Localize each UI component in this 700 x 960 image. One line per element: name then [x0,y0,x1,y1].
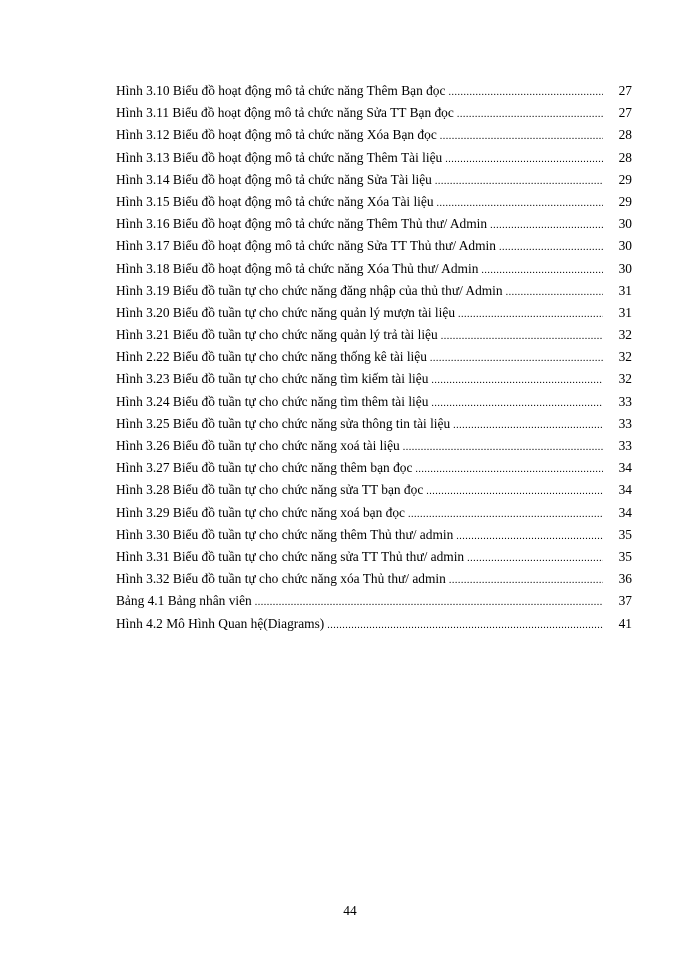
dot-leader [408,504,603,526]
toc-entry [116,169,636,191]
toc-entry-label: Hình 2.22 Biểu đồ tuần tự cho chức năng thống kê tài liệu [116,349,427,365]
toc-entry-page: 32 [618,349,632,365]
toc-entry-page: 33 [618,393,632,409]
toc-entry-label: Hình 3.26 Biểu đồ tuần tự cho chức năng xoá tài liệu [116,438,400,453]
toc-entry [116,435,636,457]
dot-leader [457,104,603,126]
toc-entry-page: 30 [618,260,632,276]
dot-leader [490,215,603,237]
toc-entry-label: Hình 3.16 Biểu đồ hoạt động mô tả chức năng Thêm Thủ thư/ Admin [116,216,488,232]
dot-leader [415,459,603,481]
dot-leader [458,304,603,326]
toc-entry [116,590,636,612]
toc-entry-label: Hình 3.12 Biểu đồ hoạt động mô tả chức năng Xóa Bạn đọc [116,127,437,143]
dot-leader [431,393,603,415]
toc-entry-label: Hình 3.28 Biểu đồ tuần tự cho chức năng sửa TT bạn đọc [116,482,424,498]
dot-leader [437,193,603,215]
dot-leader [431,370,603,392]
dot-leader [441,326,603,348]
toc-entry [116,346,636,368]
toc-entry [116,124,636,146]
toc-entry [116,213,636,235]
toc-entry-label: Hình 3.14 Biểu đồ hoạt động mô tả chức năng Sửa Tài liệu [116,171,432,187]
dot-leader [467,548,603,570]
toc-entry-page: 31 [618,282,632,298]
table-of-figures [116,80,636,635]
dot-leader [445,149,603,171]
toc-entry-label: Hình 3.15 Biểu đồ hoạt động mô tả chức năng Xóa Tài liệu [116,193,434,209]
toc-entry [116,524,636,546]
toc-entry-label: Hình 3.29 Biểu đồ tuần tự cho chức năng xoá bạn đọc [116,504,405,520]
toc-entry [116,368,636,390]
dot-leader [430,348,603,370]
toc-entry [116,457,636,479]
toc-entry-page: 27 [618,105,632,121]
toc-entry-label: Hình 3.21 Biểu đồ tuần tự cho chức năng quản lý trả tài liệu [116,327,438,343]
dot-leader [453,415,603,437]
dot-leader [449,570,603,592]
dot-leader [506,282,603,304]
dot-leader [255,592,603,614]
toc-entry [116,613,636,635]
toc-entry-label: Hình 3.24 Biểu đồ tuần tự cho chức năng tìm thêm tài liệu [116,393,429,409]
toc-entry-page: 28 [618,127,632,143]
page-number: 44 [343,903,357,918]
toc-entry-label: Hình 3.23 Biểu đồ tuần tự cho chức năng tìm kiếm tài liệu [116,371,429,387]
toc-entry-page: 32 [618,371,632,387]
toc-entry-page: 35 [618,548,632,564]
toc-entry-page: 36 [618,571,632,587]
toc-entry-page: 27 [618,83,632,98]
toc-entry [116,413,636,435]
toc-entry-page: 30 [618,216,632,232]
dot-leader [435,171,603,193]
toc-entry-page: 31 [618,304,632,320]
toc-entry [116,191,636,213]
toc-entry-label: Bảng 4.1 Bảng nhân viên [116,593,252,609]
dot-leader [448,82,603,104]
dot-leader [499,237,603,259]
toc-entry-page: 41 [618,615,632,631]
dot-leader [481,260,603,282]
toc-entry-page: 33 [618,438,632,453]
dot-leader [403,437,603,459]
toc-entry-page: 34 [618,482,632,498]
toc-entry [116,147,636,169]
dot-leader [456,526,603,548]
toc-entry-page: 30 [618,238,632,254]
toc-entry-label: Hình 3.19 Biểu đồ tuần tự cho chức năng đăng nhập của thủ thư/ Admin [116,282,503,298]
toc-entry-label: Hình 4.2 Mô Hình Quan hệ(Diagrams) [116,615,325,631]
toc-entry-page: 29 [618,193,632,209]
toc-entry-label: Hình 3.18 Biểu đồ hoạt động mô tả chức năng Xóa Thủ thư/ Admin [116,260,479,276]
toc-entry-label: Hình 3.13 Biểu đồ hoạt động mô tả chức năng Thêm Tài liệu [116,149,443,165]
toc-entry [116,258,636,280]
toc-entry-page: 37 [618,593,632,609]
toc-entry-label: Hình 3.17 Biểu đồ hoạt động mô tả chức năng Sửa TT Thủ thư/ Admin [116,238,496,254]
toc-entry-page: 34 [618,460,632,476]
toc-entry-page: 33 [618,415,632,431]
toc-entry-label: Hình 3.11 Biểu đồ hoạt động mô tả chức năng Sửa TT Bạn đọc [116,105,454,121]
toc-entry [116,391,636,413]
toc-entry-label: Hình 3.31 Biểu đồ tuần tự cho chức năng sửa TT Thủ thư/ admin [116,548,465,564]
toc-entry-label: Hình 3.32 Biểu đồ tuần tự cho chức năng xóa Thủ thư/ admin [116,571,446,587]
dot-leader [426,481,603,503]
toc-entry-page: 34 [618,504,632,520]
toc-entry [116,302,636,324]
toc-entry [116,102,636,124]
toc-entry [116,235,636,257]
toc-entry-label: Hình 3.20 Biểu đồ tuần tự cho chức năng quản lý mượn tài liệu [116,304,456,320]
toc-entry-label: Hình 3.25 Biểu đồ tuần tự cho chức năng sửa thông tin tài liệu [116,415,451,431]
toc-entry [116,568,636,590]
toc-entry-page: 35 [618,526,632,542]
toc-entry [116,546,636,568]
toc-entry [116,479,636,501]
toc-entry-label: Hình 3.10 Biểu đồ hoạt động mô tả chức năng Thêm Bạn đọc [116,83,446,98]
toc-entry-page: 32 [618,327,632,343]
toc-entry [116,324,636,346]
toc-entry-label: Hình 3.30 Biểu đồ tuần tự cho chức năng thêm Thủ thư/ admin [116,526,454,542]
toc-entry-page: 28 [618,149,632,165]
toc-entry-label: Hình 3.27 Biểu đồ tuần tự cho chức năng thêm bạn đọc [116,460,413,476]
dot-leader [440,126,603,148]
dot-leader [327,615,603,637]
toc-entry-page: 29 [618,171,632,187]
toc-entry [116,80,636,102]
toc-entry [116,280,636,302]
toc-entry [116,502,636,524]
